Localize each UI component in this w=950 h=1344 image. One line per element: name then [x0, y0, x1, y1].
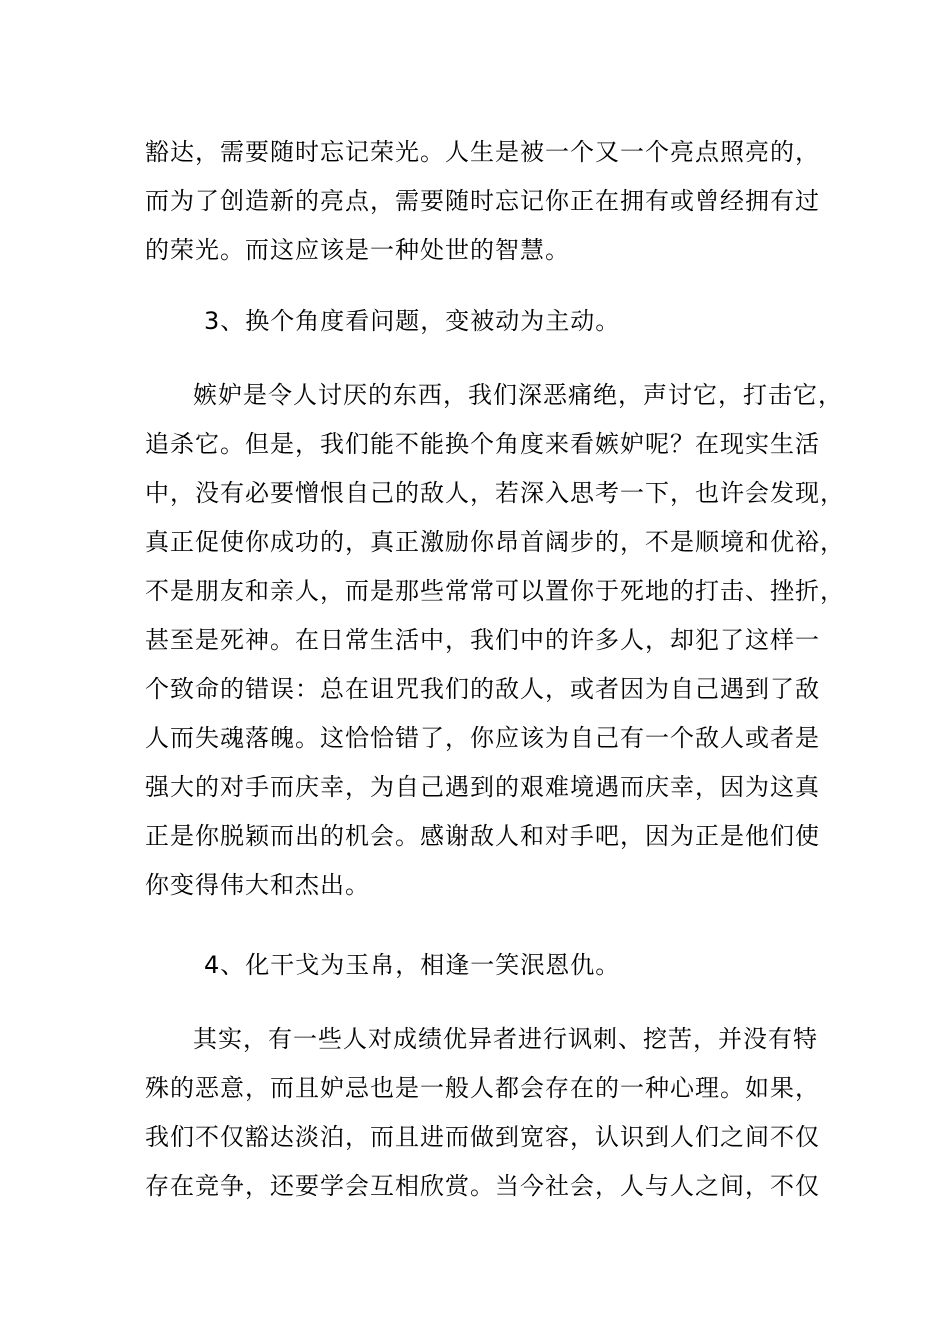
text-line: 的荣光。而这应该是一种处世的智慧。 [145, 236, 570, 264]
text-line: 不是朋友和亲人，而是那些常常可以置你于死地的打击、挫折， [145, 577, 845, 605]
text-line: 我们不仅豁达淡泊，而且进而做到宽容，认识到人们之间不仅 [145, 1123, 820, 1151]
section-heading-3: 3、换个角度看问题，变被动为主动。 [204, 307, 621, 335]
text-line: 嫉妒是令人讨厌的东西，我们深恶痛绝，声讨它，打击它， [193, 381, 843, 409]
text-line: 甚至是死神。在日常生活中，我们中的许多人，却犯了这样一 [145, 626, 820, 654]
text-line: 存在竞争，还要学会互相欣赏。当今社会，人与人之间，不仅 [145, 1172, 820, 1200]
text-line: 殊的恶意，而且妒忌也是一般人都会存在的一种心理。如果， [145, 1074, 820, 1102]
text-line: 人而失魂落魄。这恰恰错了，你应该为自己有一个敌人或者是 [145, 724, 820, 752]
text-line: 豁达，需要随时忘记荣光。人生是被一个又一个亮点照亮的， [145, 138, 820, 166]
text-line: 你变得伟大和杰出。 [145, 871, 370, 899]
text-line: 个致命的错误：总在诅咒我们的敌人，或者因为自己遇到了敌 [145, 675, 820, 703]
paragraph-2 [145, 371, 845, 910]
paragraph-3 [145, 1015, 820, 1211]
text-line: 追杀它。但是，我们能不能换个角度来看嫉妒呢？在现实生活 [145, 430, 820, 458]
text-line: 其实，有一些人对成绩优异者进行讽刺、挖苦，并没有特 [193, 1025, 818, 1053]
text-line: 而为了创造新的亮点，需要随时忘记你正在拥有或曾经拥有过 [145, 187, 820, 215]
section-heading-4: 4、化干戈为玉帛，相逢一笑泯恩仇。 [204, 951, 621, 979]
text-line: 正是你脱颖而出的机会。感谢敌人和对手吧，因为正是他们使 [145, 822, 820, 850]
text-line: 强大的对手而庆幸，为自己遇到的艰难境遇而庆幸，因为这真 [145, 773, 820, 801]
paragraph-1 [145, 128, 820, 275]
text-line: 中，没有必要憎恨自己的敌人，若深入思考一下，也许会发现， [145, 479, 845, 507]
text-line: 真正促使你成功的，真正激励你昂首阔步的，不是顺境和优裕， [145, 528, 845, 556]
